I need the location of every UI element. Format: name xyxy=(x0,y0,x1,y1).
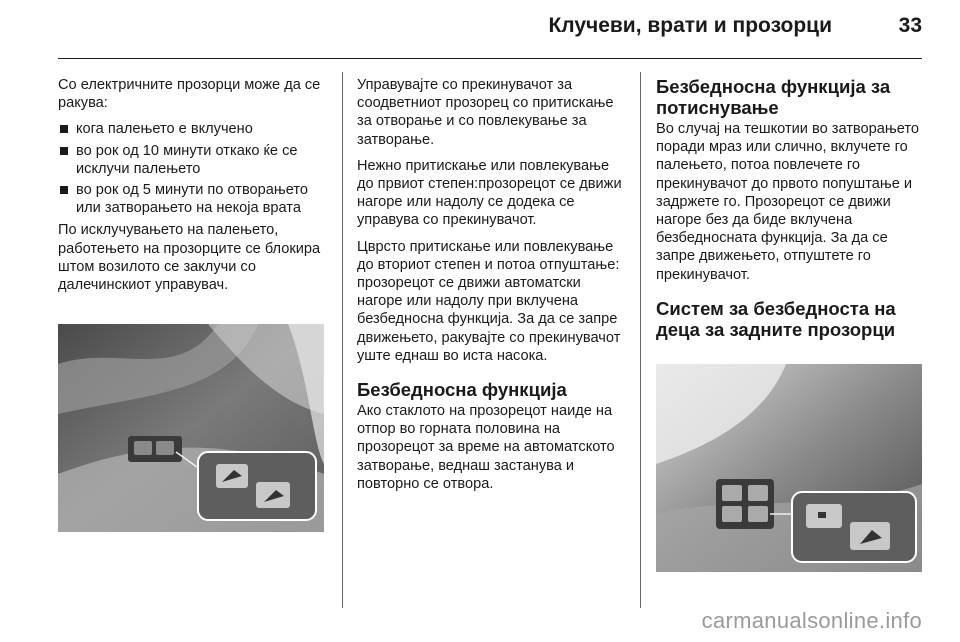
child-safety-switch-illustration xyxy=(656,364,922,572)
bullet-list xyxy=(58,120,328,217)
page-number: 33 xyxy=(898,14,922,37)
paragraph: Управувајте со прекинувачот за соодветниот прозорец со притискање за отворање и со повлекување за затворање. xyxy=(357,77,614,148)
section-heading: Безбедносна функција за потиснување xyxy=(656,76,891,118)
column-right xyxy=(656,76,924,342)
bullet-item: кога палењето е вклучено xyxy=(58,120,328,138)
paragraph: По исклучувањето на палењето, работењето на прозорците се блокира штом возилото се заклучи со далечинскиот управувач. xyxy=(58,222,321,294)
column-middle xyxy=(357,76,629,501)
section-heading: Систем за безбедноста на деца за задните прозорци xyxy=(656,297,896,340)
paragraph: Во случај на тешкотии во затворањето поради мраз или слично, вклучете го палењето, потоа повлечете го прекинувачот до првото попуштање и задржете го. Прозорецот се движи нагоре без да биде вклучена безбедносната функција. За да се запре движењето, отпуштете го прекинувачот. xyxy=(656,121,919,283)
paragraph: Нежно притискање или повлекување до првиот степен:прозорецот се движи нагоре или надолу се додека се управува со прекинувачот. xyxy=(357,157,622,229)
window-switch-illustration-front xyxy=(58,324,324,532)
column-divider xyxy=(342,72,343,608)
paragraph: Со електричните прозорци може да се ракува: xyxy=(58,77,321,112)
running-header-title: Клучеви, врати и прозорци xyxy=(548,14,832,37)
paragraph: Ако стаклото на прозорецот наиде на отпор во горната половина на прозорецот за време на автоматското затворање, веднаш застанува и повторно се отвора. xyxy=(357,403,615,492)
column-divider xyxy=(640,72,641,608)
paragraph: Цврсто притискање или повлекување до вториот степен и потоа отпуштање: прозорецот се движи автоматски нагоре или надолу при вклучена безбедносна функција. За да се запре движењето, ракувајте со прекинувачот уште еднаш во иста насока. xyxy=(357,238,621,364)
watermark: carmanualsonline.info xyxy=(701,608,922,633)
section-heading: Безбедносна функција xyxy=(357,379,567,401)
column-left xyxy=(58,76,328,302)
bullet-item: во рок од 5 минути по отворањето или затворањето на некоја врата xyxy=(58,181,328,217)
bullet-item: во рок од 10 минути откако ќе се исклучи палењето xyxy=(58,142,328,178)
header-rule xyxy=(58,58,922,59)
